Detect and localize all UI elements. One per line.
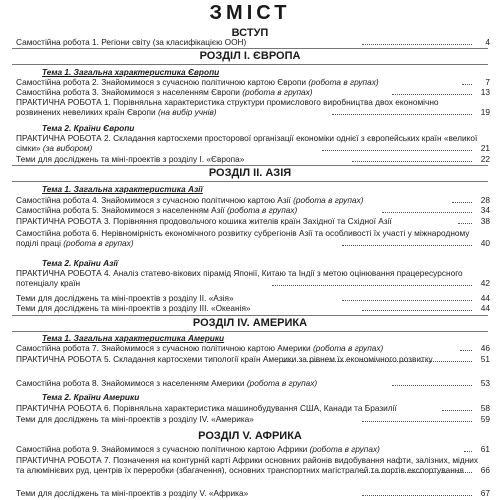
entry-text: Самостійна робота 9. Знайомимося з сучасною політичною картою Африки [16,444,308,454]
page-number: 53 [480,378,490,388]
page-number: 22 [480,154,490,164]
page-number: 42 [480,278,490,288]
page-number: 51 [480,354,490,364]
entry-note: (робота в групах) [309,444,380,454]
theme-title: Тема 2. Країни Європи [42,123,135,133]
entry-note: (робота в групах) [242,87,313,97]
entry-text: Самостійна робота 5. Знайомимося з населенням Азії [16,205,225,215]
intro-title: ВСТУП [231,27,269,39]
page-number: 4 [485,37,490,47]
page-number: 66 [480,465,490,475]
toc-entry[interactable] [16,354,490,364]
page-number: 7 [485,77,490,87]
toc-entry[interactable] [16,444,490,454]
toc-entry[interactable] [16,37,490,47]
toc-entry[interactable] [16,303,490,313]
entry-note: (робота в групах) [308,77,379,87]
entry-text: Теми для досліджень та міні-проектів з розділу V. «Африка» [16,488,249,498]
entry-text: ПРАКТИЧНА РОБОТА 2. Складання картосхеми просторової організації економіки однієї з європейських країн «великої сімки» [16,133,478,153]
entry-note: (робота в групах) [312,343,384,353]
theme-title: Тема 1. Загальна характеристика Європи [42,67,220,77]
page-number: 38 [480,216,490,226]
section-title: РОЗДІЛ І. ЄВРОПА [199,50,301,62]
entry-text: Самостійна робота 6. Нерівномірність економічного розвитку субрегіонів Азії та особливості їх участі у міжнародному поділі праці [16,228,470,248]
toc-entry[interactable] [16,414,490,424]
page-title: ЗМІСТ [209,2,291,24]
theme-title: Тема 1. Загальна характеристика Азії [42,184,203,194]
page-number: 34 [480,205,490,215]
entry-text: ПРАКТИЧНА РОБОТА 6. Порівняльна характеристика машинобудування США, Канади та Бразилії [16,403,397,413]
theme-title: Тема 1. Загальна характеристика Америки [42,333,225,343]
section-title: РОЗДІЛ IV. АМЕРИКА [192,317,308,329]
theme-title: Тема 2. Країни Азії [42,258,118,268]
page-number: 58 [480,403,490,413]
toc-entry[interactable] [16,293,490,303]
entry-text: Теми для досліджень та міні-проектів з розділу IV. «Америка» [16,414,254,424]
page-number: 61 [480,444,490,454]
entry-text: Самостійна робота 8. Знайомимося з населенням Америки [16,378,245,388]
toc-entry[interactable] [16,205,490,215]
toc-entry[interactable] [16,97,490,117]
page-number: 19 [480,107,490,117]
toc-entry[interactable] [16,216,490,226]
toc-entry[interactable] [16,77,490,87]
toc-entry[interactable] [16,87,490,97]
page-number: 40 [480,238,490,248]
entry-text: Теми для досліджень та міні-проектів з розділу І. «Європа» [16,154,245,164]
toc-entry[interactable] [16,268,490,288]
toc-entry[interactable] [16,343,490,353]
entry-text: ПРАКТИЧНА РОБОТА 5. Складання картосхеми типології країн Америки за рівнем їх економічного розвитку [16,354,433,364]
entry-note: (робота в групах) [63,238,134,248]
page-number: 67 [480,488,490,498]
toc-entry[interactable] [16,133,490,153]
page-number: 13 [480,87,490,97]
section-header [12,48,488,65]
toc-entry[interactable] [16,488,490,498]
entry-text: Теми для досліджень та міні-проектів з розділу ІІІ. «Океанія» [16,303,251,313]
entry-text: ПРАКТИЧНА РОБОТА 3. Порівняння продовольчого кошика жителів країн Західної та Східної Азії [16,216,392,226]
toc-entry[interactable] [16,455,490,475]
toc-entry[interactable] [16,195,490,205]
theme-title: Тема 2. Країни Америки [42,392,140,402]
section-header [12,165,488,182]
toc-entry[interactable] [16,378,490,388]
entry-text: Самостійна робота 4. Знайомимося з сучасною політичною картою Азії [16,195,291,205]
section-title: РОЗДІЛ V. АФРИКА [198,430,302,442]
page-number: 21 [480,143,490,153]
section-title: РОЗДІЛ ІІ. АЗІЯ [208,167,292,179]
entry-text: Теми для досліджень та міні-проектів з розділу ІІ. «Азія» [16,293,234,303]
entry-text: Самостійна робота 1. Регіони світу (за класифікацією ООН) [16,37,247,47]
entry-note: (на вибір учнів) [157,107,217,117]
page-number: 44 [480,293,490,303]
entry-note: (робота в групах) [293,195,364,205]
section-header [12,315,488,332]
toc-entry[interactable] [16,403,490,413]
page-number: 46 [480,343,490,353]
entry-text: Самостійна робота 2. Знайомимося з сучасною політичною картою Європи [16,77,307,87]
entry-text: ПРАКТИЧНА РОБОТА 4. Аналіз статево-вікових пірамід Японії, Китаю та Індії з метою оцінювання працересурсного потенціалу країн [16,268,463,288]
page-number: 28 [480,195,490,205]
page-number: 59 [480,414,490,424]
entry-text: ПРАКТИЧНА РОБОТА 7. Позначення на контурній карті Африки основних районів видобування нафти, залізних, мідних та алюмінієвих руд, центрів їх переробки (збагачення), основних транспортних магістралей та портів експортування [16,455,479,475]
toc-entry[interactable] [16,154,490,164]
toc-entry[interactable] [16,228,490,248]
page-number: 44 [480,303,490,313]
entry-text: Самостійна робота 3. Знайомимося з населенням Європи [16,87,240,97]
entry-text: ПРАКТИЧНА РОБОТА 1. Порівняльна характеристика структури промислового виробництва двох економічно розвинених невеликих країн Європи [16,97,439,117]
entry-note: (робота в групах) [226,205,298,215]
entry-text: Самостійна робота 7. Знайомимося з сучасною політичною картою Америки [16,343,311,353]
entry-note: (робота в групах) [246,378,318,388]
entry-note: (за вибором) [42,143,93,153]
